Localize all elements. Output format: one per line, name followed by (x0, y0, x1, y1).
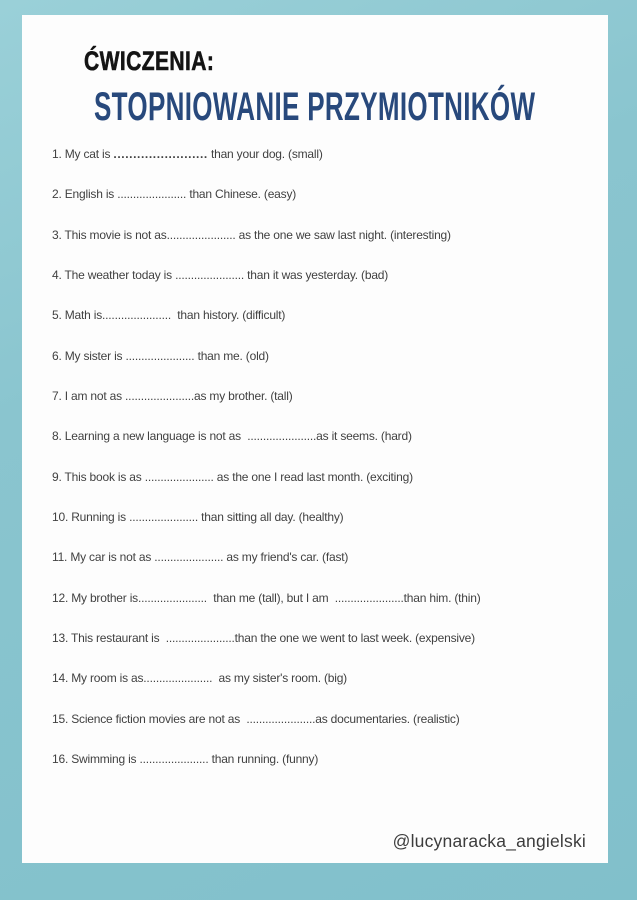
line-text: than sitting all day. (healthy) (198, 509, 344, 524)
line-text: as the one I read last month. (exciting) (213, 469, 413, 484)
page-title: STOPNIOWANIE PRZYMIOTNIKÓW (94, 85, 536, 129)
exercise-list (52, 147, 598, 792)
exercise-line (52, 349, 598, 389)
line-text: 11. My car is not as (52, 550, 155, 565)
exercise-line (52, 308, 598, 348)
line-text: than Chinese. (easy) (186, 187, 297, 202)
blank-dots: ...................... (139, 751, 209, 766)
blank-dots: ........................ (113, 147, 208, 161)
blank-dots: ...................... (247, 429, 317, 444)
line-text: than me (tall), but I am (206, 590, 335, 605)
line-text: than him. (thin) (403, 590, 481, 605)
blank-dots: ...................... (137, 590, 207, 605)
blank-dots: ...................... (117, 187, 187, 202)
blank-dots: ...................... (102, 308, 171, 323)
line-text: than me. (old) (194, 348, 269, 363)
exercise-line (52, 510, 598, 550)
exercise-line (52, 228, 598, 268)
line-text: as documentaries. (realistic) (315, 711, 460, 726)
line-text: 10. Running is (52, 509, 130, 524)
blank-dots: ...................... (125, 348, 195, 363)
worksheet-page (22, 15, 608, 863)
exercise-line (52, 671, 598, 711)
line-text: than it was yesterday. (bad) (244, 267, 389, 282)
line-text: 6. My sister is (52, 348, 126, 363)
line-text: as my sister's room. (big) (212, 671, 347, 686)
blank-dots: ...................... (129, 509, 199, 524)
exercise-line (52, 429, 598, 469)
exercise-line (52, 550, 598, 590)
line-text: 4. The weather today is (52, 267, 176, 282)
exercise-line (52, 470, 598, 510)
blank-dots: ...................... (166, 227, 236, 242)
exercise-line (52, 752, 598, 792)
exercise-line (52, 147, 598, 187)
blank-dots: ...................... (246, 711, 316, 726)
line-text: 7. I am not as (52, 388, 126, 403)
blank-dots: ...................... (175, 267, 245, 282)
line-text: 9. This book is as (52, 469, 145, 484)
line-text: 8. Learning a new language is not as (52, 429, 248, 444)
line-text: 1. My cat is (52, 147, 114, 161)
line-text: than running. (funny) (208, 751, 319, 766)
line-text: than history. (difficult) (170, 308, 286, 323)
blank-dots: ...................... (125, 388, 194, 403)
blank-dots: ...................... (144, 469, 214, 484)
blank-dots: ...................... (143, 671, 213, 686)
line-text: as it seems. (hard) (316, 429, 412, 444)
blank-dots: ...................... (165, 630, 235, 645)
exercise-line (52, 268, 598, 308)
line-text: 2. English is (52, 187, 118, 202)
line-text: 3. This movie is not as (52, 227, 167, 242)
line-text: than the one we went to last week. (expensive) (234, 630, 475, 645)
exercise-line (52, 187, 598, 227)
author-handle: @lucynaracka_angielski (392, 831, 586, 851)
line-text: as my brother. (tall) (194, 388, 293, 403)
exercise-line (52, 389, 598, 429)
line-text: 12. My brother is (52, 590, 138, 605)
line-text: as my friend's car. (fast) (223, 550, 349, 565)
line-text: 5. Math is (52, 308, 103, 323)
line-text: as the one we saw last night. (interesting) (235, 227, 451, 242)
line-text: 15. Science fiction movies are not as (52, 711, 247, 726)
exercise-line (52, 631, 598, 671)
blank-dots: ...................... (334, 590, 404, 605)
line-text: 16. Swimming is (52, 751, 140, 766)
kicker-heading: ĆWICZENIA: (84, 46, 215, 76)
exercise-line (52, 591, 598, 631)
line-text: 13. This restaurant is (52, 630, 166, 645)
exercise-line (52, 712, 598, 752)
line-text: than your dog. (small) (207, 147, 323, 161)
line-text: 14. My room is as (52, 671, 144, 686)
blank-dots: ...................... (154, 550, 224, 565)
